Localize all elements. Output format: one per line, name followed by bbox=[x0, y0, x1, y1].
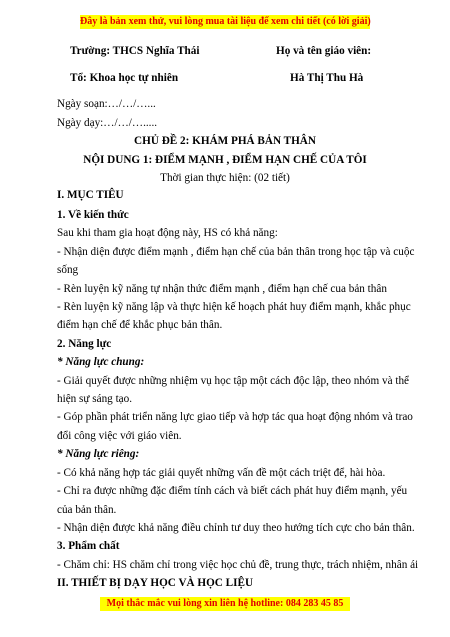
body-line-s13: - Góp phần phát triển năng lực giao tiếp và hợp tác qua hoạt động nhóm và trao bbox=[57, 411, 413, 423]
body-line-s2: 1. Về kiến thức bbox=[57, 209, 129, 221]
body-line-s15: * Năng lực riêng: bbox=[57, 448, 140, 460]
body-line-s19: - Nhận diện được khả năng điều chỉnh tư duy theo hướng tích cực cho bản thân. bbox=[57, 522, 415, 534]
body-line-s22: II. THIẾT BỊ DẠY HỌC VÀ HỌC LIỆU bbox=[57, 577, 254, 589]
teacher-name: Hà Thị Thu Hà bbox=[290, 72, 364, 84]
body-line-s18: của bản thân. bbox=[57, 504, 117, 516]
body-line-s4: - Nhận diện được điểm mạnh , điểm hạn chế của bản thân trong học tập và cuộc bbox=[57, 246, 415, 258]
topic-title: CHỦ ĐỀ 2: KHÁM PHÁ BẢN THÂN bbox=[134, 135, 316, 147]
body-line-s21: - Chăm chỉ: HS chăm chỉ trong việc học chủ đề, trung thực, trách nhiệm, nhân ái bbox=[57, 559, 419, 571]
school-name: Trường: THCS Nghĩa Thái bbox=[70, 45, 200, 57]
content-title: NỘI DUNG 1: ĐIỂM MẠNH , ĐIỂM HẠN CHẾ CỦA TÔI bbox=[83, 154, 367, 166]
body-line-s6: - Rèn luyện kỹ năng tự nhận thức điểm mạnh , điểm hạn chế cua bản thân bbox=[57, 283, 387, 295]
body-line-s5: sống bbox=[57, 264, 79, 276]
body-line-s14: đổi công việc với giáo viên. bbox=[57, 430, 182, 442]
body-line-s10: * Năng lực chung: bbox=[57, 356, 145, 368]
teach-date: Ngày dạy:…/…/…..... bbox=[57, 117, 158, 129]
body-line-s11: - Giải quyết được những nhiệm vụ học tập một cách độc lập, theo nhóm và thể bbox=[57, 375, 410, 387]
duration: Thời gian thực hiện: (02 tiết) bbox=[160, 172, 290, 184]
body-line-s16: - Có khả năng hợp tác giải quyết những vấn đề một cách triệt để, hài hòa. bbox=[57, 467, 386, 479]
body-line-s20: 3. Phẩm chất bbox=[57, 540, 120, 552]
teacher-label: Họ và tên giáo viên: bbox=[276, 45, 372, 57]
body-line-s17: - Chỉ ra được những đặc điểm tính cách và biết cách phát huy điểm mạnh, yếu bbox=[57, 485, 408, 497]
department-name: Tổ: Khoa học tự nhiên bbox=[70, 72, 179, 84]
body-line-s9: 2. Năng lực bbox=[57, 338, 112, 350]
body-line-s1: I. MỤC TIÊU bbox=[57, 189, 124, 201]
preview-banner: Đây là bản xem thử, vui lòng mua tài liệu để xem chi tiết (có lời giải) bbox=[80, 16, 371, 27]
hotline-banner: Mọi thắc mắc vui lòng xin liên hệ hotline: 084 283 45 85 bbox=[100, 597, 350, 611]
prepare-date: Ngày soạn:…/…/…... bbox=[57, 98, 156, 110]
body-line-s7: - Rèn luyện kỹ năng lập và thực hiện kế hoạch phát huy điểm mạnh, khắc phục bbox=[57, 301, 411, 313]
body-line-s12: hiện sự sáng tạo. bbox=[57, 393, 133, 405]
body-line-s8: điểm hạn chế để khắc phục bản thân. bbox=[57, 319, 223, 331]
body-line-s3: Sau khi tham gia hoạt động này, HS có khả năng: bbox=[57, 227, 278, 239]
